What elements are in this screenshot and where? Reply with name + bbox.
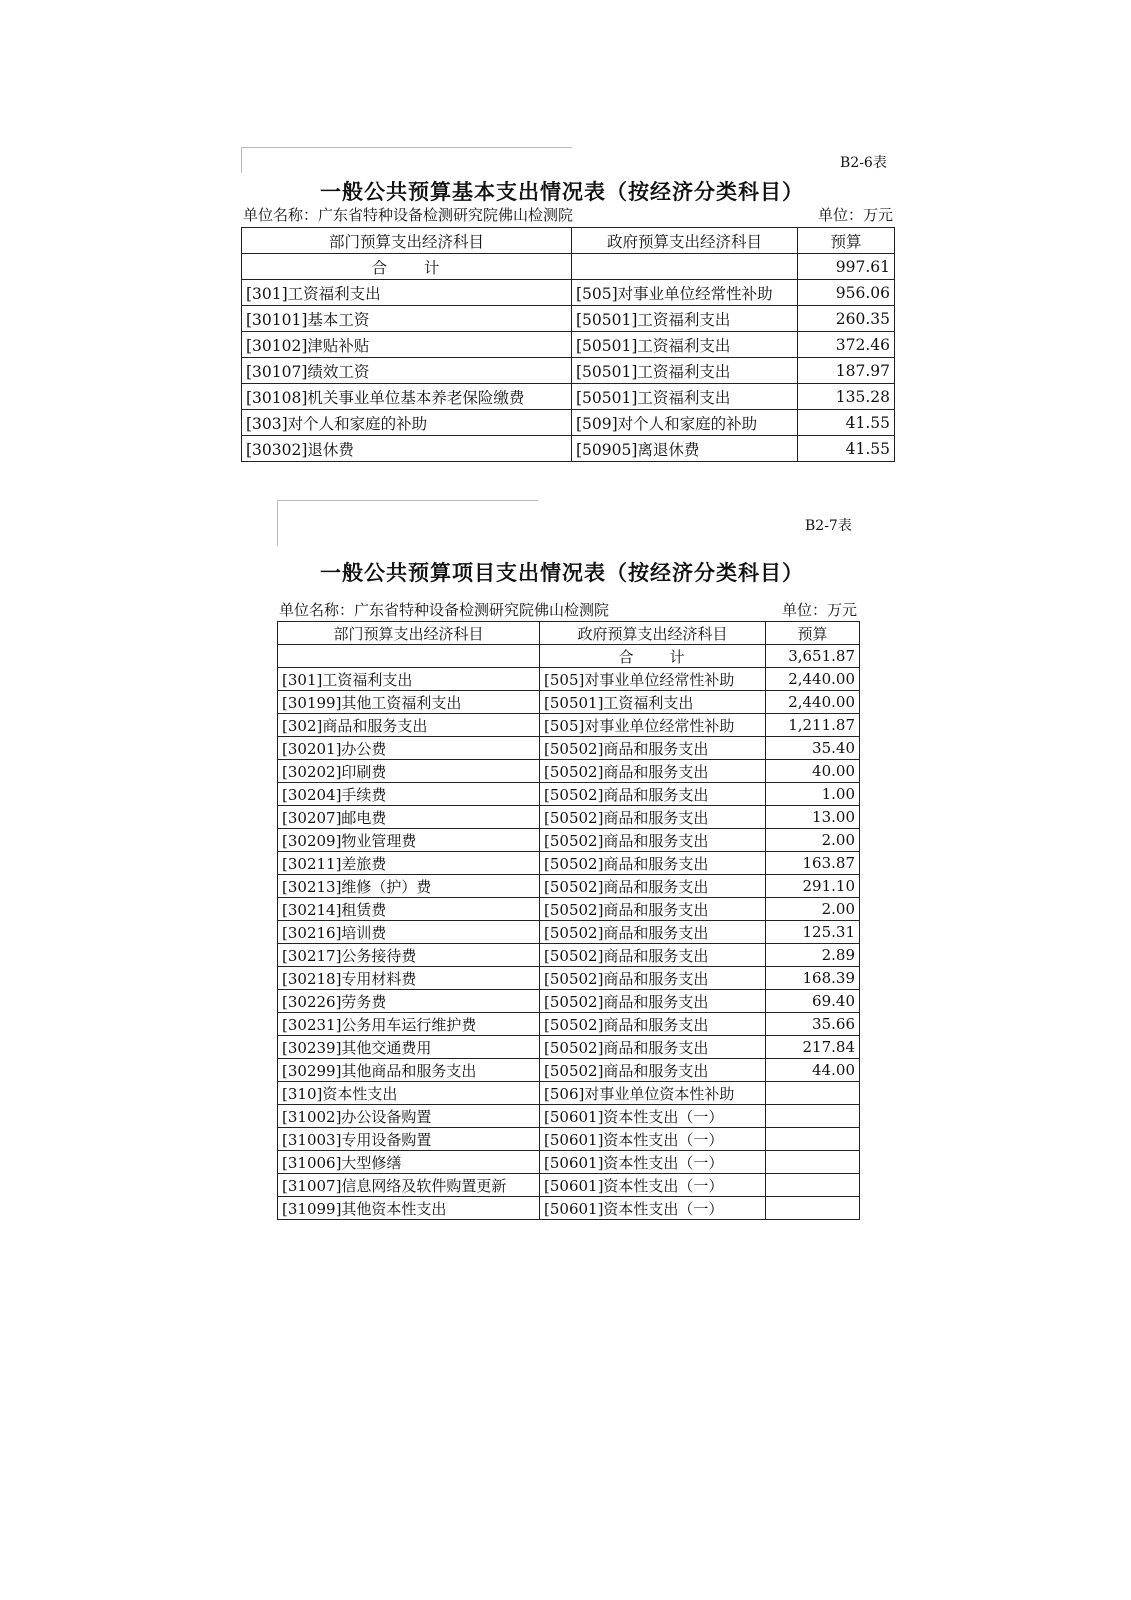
unit-label: 单位：万元: [781, 601, 857, 619]
total-gov-cell: [572, 254, 798, 280]
dept-subject-cell: [30217]公务接待费: [278, 944, 540, 967]
budget-amount-cell: [766, 1128, 860, 1151]
dept-subject-cell: [30199]其他工资福利支出: [278, 691, 540, 714]
table-row: [278, 1105, 860, 1128]
gov-subject-cell: [505]对事业单位经常性补助: [572, 280, 798, 306]
dept-subject-cell: [301]工资福利支出: [242, 280, 572, 306]
gov-subject-cell: [50502]商品和服务支出: [540, 898, 766, 921]
gov-subject-cell: [50601]资本性支出（一）: [540, 1197, 766, 1220]
table-row: [278, 691, 860, 714]
budget-amount-cell: 187.97: [798, 358, 895, 384]
gov-subject-cell: [50601]资本性支出（一）: [540, 1105, 766, 1128]
gov-subject-cell: [50502]商品和服务支出: [540, 806, 766, 829]
gov-subject-cell: [50502]商品和服务支出: [540, 737, 766, 760]
budget-amount-cell: 2,440.00: [766, 691, 860, 714]
table-row: [242, 384, 895, 410]
dept-subject-cell: [303]对个人和家庭的补助: [242, 410, 572, 436]
budget-amount-cell: [766, 1105, 860, 1128]
table-row: [278, 898, 860, 921]
dept-subject-cell: [30102]津贴补贴: [242, 332, 572, 358]
budget-amount-cell: 2.00: [766, 898, 860, 921]
unit-label: 单位：万元: [817, 206, 893, 224]
dept-subject-cell: [30239]其他交通费用: [278, 1036, 540, 1059]
table-row: [278, 1197, 860, 1220]
table-meta: [243, 204, 893, 225]
table-row: [278, 1059, 860, 1082]
budget-amount-cell: 2.00: [766, 829, 860, 852]
dept-subject-cell: [30108]机关事业单位基本养老保险缴费: [242, 384, 572, 410]
dept-subject-cell: [30213]维修（护）费: [278, 875, 540, 898]
budget-amount-cell: 163.87: [766, 852, 860, 875]
table-row: [278, 668, 860, 691]
budget-amount-cell: [766, 1174, 860, 1197]
budget-amount-cell: 372.46: [798, 332, 895, 358]
gov-subject-cell: [50502]商品和服务支出: [540, 760, 766, 783]
table-row: [278, 1128, 860, 1151]
total-value: 997.61: [798, 254, 895, 280]
dept-subject-cell: [30207]邮电费: [278, 806, 540, 829]
budget-amount-cell: 2.89: [766, 944, 860, 967]
gov-subject-cell: [50601]资本性支出（一）: [540, 1128, 766, 1151]
table-row: [278, 944, 860, 967]
budget-amount-cell: [766, 1151, 860, 1174]
table-row: [242, 436, 895, 462]
dept-subject-cell: [30226]劳务费: [278, 990, 540, 1013]
budget-amount-cell: 217.84: [766, 1036, 860, 1059]
dept-subject-cell: [31003]专用设备购置: [278, 1128, 540, 1151]
budget-amount-cell: 2,440.00: [766, 668, 860, 691]
budget-amount-cell: 41.55: [798, 436, 895, 462]
table-row: [278, 783, 860, 806]
header-dept-subject: 部门预算支出经济科目: [242, 228, 572, 254]
budget-amount-cell: 1,211.87: [766, 714, 860, 737]
total-dept-cell: [278, 645, 540, 668]
table-body: [278, 645, 860, 1220]
gov-subject-cell: [50502]商品和服务支出: [540, 829, 766, 852]
table-row: [278, 875, 860, 898]
dept-subject-cell: [31099]其他资本性支出: [278, 1197, 540, 1220]
dept-subject-cell: [30201]办公费: [278, 737, 540, 760]
total-row: [242, 254, 895, 280]
budget-amount-cell: 69.40: [766, 990, 860, 1013]
dept-subject-cell: [31006]大型修缮: [278, 1151, 540, 1174]
total-label: 合 计: [540, 645, 766, 668]
table-row: [278, 1174, 860, 1197]
gov-subject-cell: [50502]商品和服务支出: [540, 1036, 766, 1059]
page-corner-mark: [277, 500, 538, 546]
dept-subject-cell: [30218]专用材料费: [278, 967, 540, 990]
gov-subject-cell: [509]对个人和家庭的补助: [572, 410, 798, 436]
dept-subject-cell: [30211]差旅费: [278, 852, 540, 875]
gov-subject-cell: [50501]工资福利支出: [572, 306, 798, 332]
budget-amount-cell: 35.40: [766, 737, 860, 760]
table-row: [278, 852, 860, 875]
table-header-row: [278, 622, 860, 645]
gov-subject-cell: [50501]工资福利支出: [572, 332, 798, 358]
gov-subject-cell: [50501]工资福利支出: [572, 384, 798, 410]
dept-subject-cell: [310]资本性支出: [278, 1082, 540, 1105]
budget-amount-cell: 135.28: [798, 384, 895, 410]
dept-subject-cell: [31002]办公设备购置: [278, 1105, 540, 1128]
total-row: [278, 645, 860, 668]
page-corner-mark: [241, 147, 572, 173]
table-header-row: [242, 228, 895, 254]
dept-subject-cell: [30302]退休费: [242, 436, 572, 462]
table-row: [278, 1036, 860, 1059]
budget-amount-cell: [766, 1082, 860, 1105]
gov-subject-cell: [50502]商品和服务支出: [540, 852, 766, 875]
gov-subject-cell: [50502]商品和服务支出: [540, 1013, 766, 1036]
table-title: 一般公共预算项目支出情况表（按经济分类科目）: [320, 560, 804, 585]
table-row: [278, 737, 860, 760]
budget-amount-cell: 44.00: [766, 1059, 860, 1082]
table-code: B2-7表: [805, 518, 852, 534]
table-code: B2-6表: [840, 155, 887, 171]
dept-subject-cell: [301]工资福利支出: [278, 668, 540, 691]
dept-subject-cell: [30107]绩效工资: [242, 358, 572, 384]
header-budget: 预算: [766, 622, 860, 645]
gov-subject-cell: [50502]商品和服务支出: [540, 1059, 766, 1082]
header-gov-subject: 政府预算支出经济科目: [540, 622, 766, 645]
budget-amount-cell: 35.66: [766, 1013, 860, 1036]
budget-amount-cell: 40.00: [766, 760, 860, 783]
table-row: [278, 829, 860, 852]
unit-name-label: 单位名称：广东省特种设备检测研究院佛山检测院: [243, 206, 574, 224]
gov-subject-cell: [505]对事业单位经常性补助: [540, 668, 766, 691]
gov-subject-cell: [50601]资本性支出（一）: [540, 1151, 766, 1174]
gov-subject-cell: [50502]商品和服务支出: [540, 921, 766, 944]
dept-subject-cell: [30209]物业管理费: [278, 829, 540, 852]
dept-subject-cell: [30214]租赁费: [278, 898, 540, 921]
total-value: 3,651.87: [766, 645, 860, 668]
table-row: [278, 760, 860, 783]
table-row: [242, 410, 895, 436]
table-row: [278, 1151, 860, 1174]
gov-subject-cell: [505]对事业单位经常性补助: [540, 714, 766, 737]
project-expenditure-table: [277, 621, 860, 1220]
budget-amount-cell: 260.35: [798, 306, 895, 332]
table-row: [242, 358, 895, 384]
gov-subject-cell: [506]对事业单位资本性补助: [540, 1082, 766, 1105]
table-row: [278, 1013, 860, 1036]
dept-subject-cell: [31007]信息网络及软件购置更新: [278, 1174, 540, 1197]
budget-amount-cell: 291.10: [766, 875, 860, 898]
unit-name-label: 单位名称：广东省特种设备检测研究院佛山检测院: [279, 601, 610, 619]
gov-subject-cell: [50501]工资福利支出: [572, 358, 798, 384]
gov-subject-cell: [50905]离退休费: [572, 436, 798, 462]
gov-subject-cell: [50601]资本性支出（一）: [540, 1174, 766, 1197]
gov-subject-cell: [50502]商品和服务支出: [540, 990, 766, 1013]
dept-subject-cell: [302]商品和服务支出: [278, 714, 540, 737]
budget-amount-cell: 13.00: [766, 806, 860, 829]
dept-subject-cell: [30204]手续费: [278, 783, 540, 806]
dept-subject-cell: [30202]印刷费: [278, 760, 540, 783]
gov-subject-cell: [50501]工资福利支出: [540, 691, 766, 714]
gov-subject-cell: [50502]商品和服务支出: [540, 875, 766, 898]
header-budget: 预算: [798, 228, 895, 254]
dept-subject-cell: [30299]其他商品和服务支出: [278, 1059, 540, 1082]
dept-subject-cell: [30231]公务用车运行维护费: [278, 1013, 540, 1036]
gov-subject-cell: [50502]商品和服务支出: [540, 783, 766, 806]
gov-subject-cell: [50502]商品和服务支出: [540, 944, 766, 967]
dept-subject-cell: [30216]培训费: [278, 921, 540, 944]
basic-expenditure-table: [241, 227, 895, 462]
budget-amount-cell: 956.06: [798, 280, 895, 306]
dept-subject-cell: [30101]基本工资: [242, 306, 572, 332]
table-row: [242, 332, 895, 358]
budget-amount-cell: 168.39: [766, 967, 860, 990]
budget-amount-cell: 1.00: [766, 783, 860, 806]
table-row: [278, 921, 860, 944]
total-label: 合 计: [242, 254, 572, 280]
table-row: [278, 1082, 860, 1105]
table-row: [242, 306, 895, 332]
table-meta: [279, 599, 857, 620]
table-row: [278, 990, 860, 1013]
budget-amount-cell: [766, 1197, 860, 1220]
budget-amount-cell: 41.55: [798, 410, 895, 436]
table-row: [278, 967, 860, 990]
table-body: [242, 254, 895, 462]
header-dept-subject: 部门预算支出经济科目: [278, 622, 540, 645]
budget-amount-cell: 125.31: [766, 921, 860, 944]
gov-subject-cell: [50502]商品和服务支出: [540, 967, 766, 990]
table-row: [278, 806, 860, 829]
table-row: [278, 714, 860, 737]
table-row: [242, 280, 895, 306]
header-gov-subject: 政府预算支出经济科目: [572, 228, 798, 254]
table-title: 一般公共预算基本支出情况表（按经济分类科目）: [320, 179, 804, 204]
